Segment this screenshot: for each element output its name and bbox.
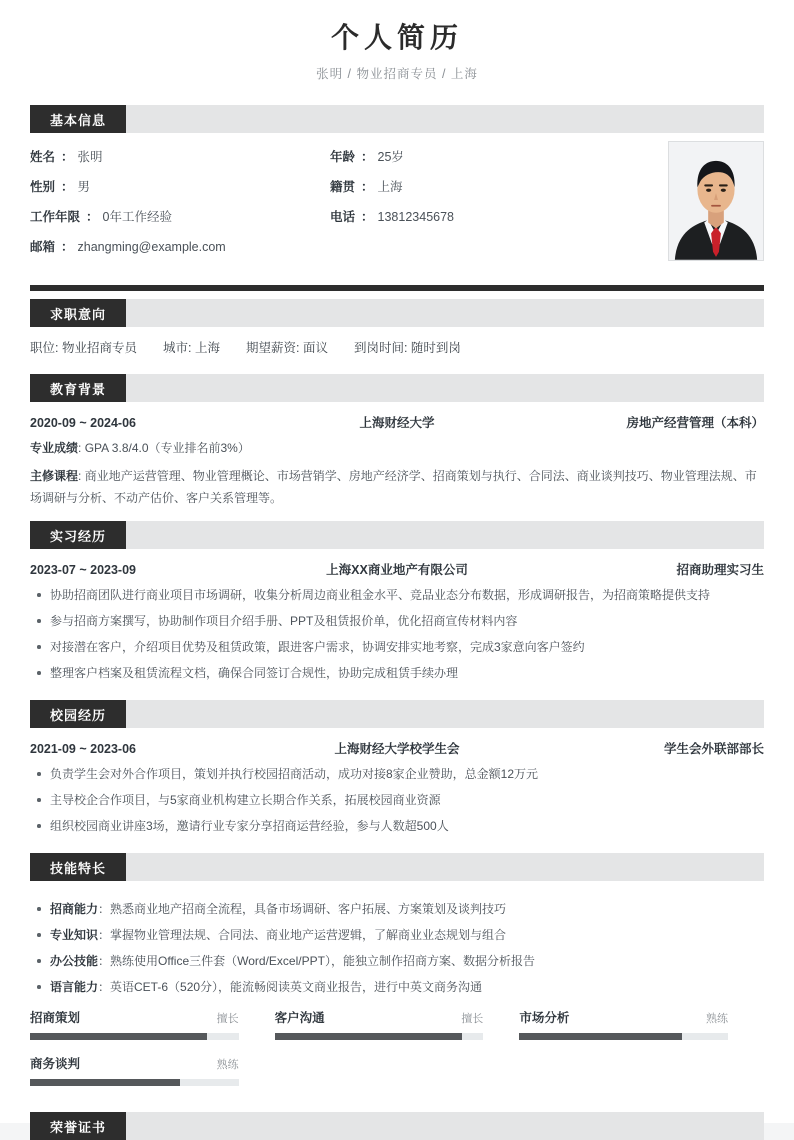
skill-bar-track — [519, 1033, 728, 1040]
list-item: 协助招商团队进行商业项目市场调研，收集分析周边商业租金水平、竞品业态分布数据，形成调研报告，为招商策略提供支持 — [30, 584, 764, 606]
section-tab-label: 教育背景 — [30, 374, 126, 402]
skill-bar-fill — [30, 1079, 180, 1086]
intent-label: 到岗时间: — [353, 341, 408, 355]
list-item — [30, 976, 764, 998]
info-colon: ： — [86, 210, 99, 224]
portrait-photo-icon — [669, 142, 763, 260]
skill-bar-fill — [519, 1033, 682, 1040]
skill-text: ：熟练使用Office三件套（Word/Excel/PPT），能独立制作招商方案、数据分析报告 — [98, 954, 535, 968]
skill-bar-level: 擅长 — [216, 1013, 239, 1025]
skill-bar-name: 商务谈判 — [30, 1057, 81, 1071]
internship-company: 上海XX商业地产有限公司 — [326, 563, 468, 577]
info-value: zhangming@example.com — [77, 240, 226, 254]
campus-entry-head — [30, 739, 764, 757]
intent-item-position — [30, 338, 137, 356]
info-value: 张明 — [77, 150, 103, 164]
skill-bar-fill — [30, 1033, 207, 1040]
skill-bar-track — [30, 1033, 239, 1040]
education-major: 房地产经营管理（本科） — [626, 416, 764, 430]
list-item: 参与招商方案撰写，协助制作项目介绍手册、PPT及租赁报价单，优化招商宣传材料内容 — [30, 610, 764, 632]
intent-value: 随时到岗 — [410, 341, 461, 355]
section-header-skills — [30, 853, 764, 881]
page-subtitle: 张明 / 物业招商专员 / 上海 — [316, 67, 478, 81]
intent-item-salary — [246, 338, 328, 356]
skill-bar-fill — [275, 1033, 463, 1040]
intent-value: 物业招商专员 — [61, 341, 137, 355]
section-header-intent — [30, 299, 764, 327]
campus-date: 2021-09 ~ 2023-06 — [30, 742, 136, 756]
list-item: 负责学生会对外合作项目，策划并执行校园招商活动，成功对接8家企业赞助，总金额12万元 — [30, 763, 764, 785]
intent-line — [30, 327, 764, 366]
internship-role: 招商助理实习生 — [676, 563, 764, 577]
section-header-internship — [30, 521, 764, 549]
list-item: 主导校企合作项目，与5家商业机构建立长期合作关系，拓展校园商业资源 — [30, 789, 764, 811]
internship-bullet-list — [30, 584, 764, 684]
intent-label: 职位: — [30, 341, 59, 355]
skill-bar — [30, 1008, 275, 1040]
list-item — [30, 924, 764, 946]
education-date: 2020-09 ~ 2024-06 — [30, 416, 136, 430]
info-value: 25岁 — [377, 150, 404, 164]
info-colon: ： — [61, 150, 74, 164]
education-courses-value: 商业地产运营管理、物业管理概论、市场营销学、房地产经济学、招商策划与执行、合同法、商业谈判技巧、物业管理法规、市场调研与分析、不动产估价、客户关系管理等。 — [30, 469, 757, 505]
internship-date: 2023-07 ~ 2023-09 — [30, 563, 136, 577]
section-tab-label: 技能特长 — [30, 853, 126, 881]
intent-item-availability — [354, 338, 461, 356]
internship-entry-head — [30, 560, 764, 578]
basic-info-block — [30, 133, 764, 275]
skill-bar-head — [30, 1008, 239, 1026]
skills-bullet-list — [30, 898, 764, 998]
info-value: 13812345678 — [377, 210, 455, 224]
page-title: 个人简历 — [330, 22, 463, 53]
avatar — [668, 141, 764, 261]
info-row-age — [330, 147, 630, 177]
skill-bar-track — [275, 1033, 484, 1040]
skill-bar-track — [30, 1079, 239, 1086]
info-colon: ： — [361, 180, 374, 194]
skill-title: 语言能力 — [50, 980, 99, 994]
skill-bar-level: 擅长 — [461, 1013, 484, 1025]
info-label: 电话 — [330, 210, 356, 224]
info-label: 工作年限 — [30, 210, 81, 224]
skill-bar — [275, 1008, 520, 1040]
info-row-gender — [30, 177, 330, 207]
intent-label: 期望薪资: — [245, 341, 300, 355]
education-courses-line: 主修课程: 商业地产运营管理、物业管理概论、市场营销学、房地产经济学、招商策划与执行、合同法、商业谈判技巧、物业管理法规、市场调研与分析、不动产估价、客户关系管理等。 — [30, 469, 757, 505]
skill-bar-head — [275, 1008, 484, 1026]
skill-bar — [519, 1008, 764, 1040]
skill-text: ：掌握物业管理法规、合同法、商业地产运营逻辑，了解商业业态规划与组合 — [98, 928, 507, 942]
intent-label: 城市: — [162, 341, 192, 355]
info-colon: ： — [61, 240, 74, 254]
skill-bar-name: 招商策划 — [30, 1011, 81, 1025]
list-item — [30, 898, 764, 920]
section-tab-label: 实习经历 — [30, 521, 126, 549]
education-entry — [30, 402, 764, 513]
info-row-name — [30, 147, 330, 177]
section-header-education — [30, 374, 764, 402]
campus-org: 上海财经大学校学生会 — [334, 742, 460, 756]
info-label: 性别 — [30, 180, 56, 194]
info-row-experience — [30, 207, 330, 237]
skill-bar-level: 熟练 — [705, 1013, 728, 1025]
section-tab-label: 基本信息 — [30, 105, 126, 133]
info-colon: ： — [361, 210, 374, 224]
skill-bar-name: 市场分析 — [519, 1011, 570, 1025]
section-tab-label: 荣誉证书 — [30, 1112, 126, 1140]
internship-entry — [30, 549, 764, 692]
skills-block — [30, 881, 764, 1104]
resume-header — [30, 0, 764, 97]
basic-info-grid — [30, 147, 650, 267]
info-label: 邮箱 — [30, 240, 56, 254]
skill-title: 专业知识 — [50, 928, 99, 942]
list-item: 整理客户档案及租赁流程文档，确保合同签订合规性，协助完成租赁手续办理 — [30, 662, 764, 684]
list-item: 组织校园商业讲座3场，邀请行业专家分享招商运营经验，参与人数超500人 — [30, 815, 764, 837]
section-divider — [30, 285, 764, 291]
section-header-honors — [30, 1112, 764, 1140]
campus-role: 学生会外联部部长 — [663, 742, 764, 756]
campus-entry — [30, 728, 764, 845]
education-gpa-line: 专业成绩: GPA 3.8/4.0（专业排名前3%） — [30, 441, 250, 455]
skill-title: 办公技能 — [50, 954, 99, 968]
skill-bar-name: 客户沟通 — [274, 1011, 325, 1025]
info-value: 0年工作经验 — [102, 210, 172, 224]
info-label: 年龄 — [330, 150, 356, 164]
list-item: 对接潜在客户，介绍项目优势及租赁政策，跟进客户需求，协调安排实地考察，完成3家意向客户签约 — [30, 636, 764, 658]
info-value: 男 — [77, 180, 91, 194]
info-row-phone — [330, 207, 630, 237]
info-colon: ： — [361, 150, 374, 164]
skill-bar-group — [30, 1008, 764, 1100]
skill-bar-head — [30, 1054, 239, 1072]
campus-bullet-list — [30, 763, 764, 837]
section-header-campus — [30, 700, 764, 728]
education-school: 上海财经大学 — [359, 416, 435, 430]
list-item — [30, 950, 764, 972]
info-row-email — [30, 237, 630, 267]
intent-value: 面议 — [302, 341, 328, 355]
education-courses-label: 主修课程 — [30, 469, 79, 483]
info-colon: ： — [61, 180, 74, 194]
skill-text: ：英语CET-6（520分），能流畅阅读英文商业报告，进行中英文商务沟通 — [98, 980, 483, 994]
intent-item-city — [163, 338, 220, 356]
education-entry-head — [30, 413, 764, 431]
education-gpa-label: 专业成绩 — [30, 441, 79, 455]
section-tab-label: 求职意向 — [30, 299, 126, 327]
info-value: 上海 — [377, 180, 403, 194]
education-gpa-value: GPA 3.8/4.0（专业排名前3%） — [84, 441, 250, 455]
skill-text: ：熟悉商业地产招商全流程，具备市场调研、客户拓展、方案策划及谈判技巧 — [98, 902, 507, 916]
skill-bar — [30, 1054, 275, 1086]
skill-title: 招商能力 — [50, 902, 99, 916]
section-header-basic — [30, 105, 764, 133]
intent-value: 上海 — [194, 341, 220, 355]
skill-bar-level: 熟练 — [216, 1059, 239, 1071]
info-label: 姓名 — [30, 150, 56, 164]
info-row-hometown — [330, 177, 630, 207]
section-tab-label: 校园经历 — [30, 700, 126, 728]
info-label: 籍贯 — [330, 180, 356, 194]
skill-bar-head — [519, 1008, 728, 1026]
